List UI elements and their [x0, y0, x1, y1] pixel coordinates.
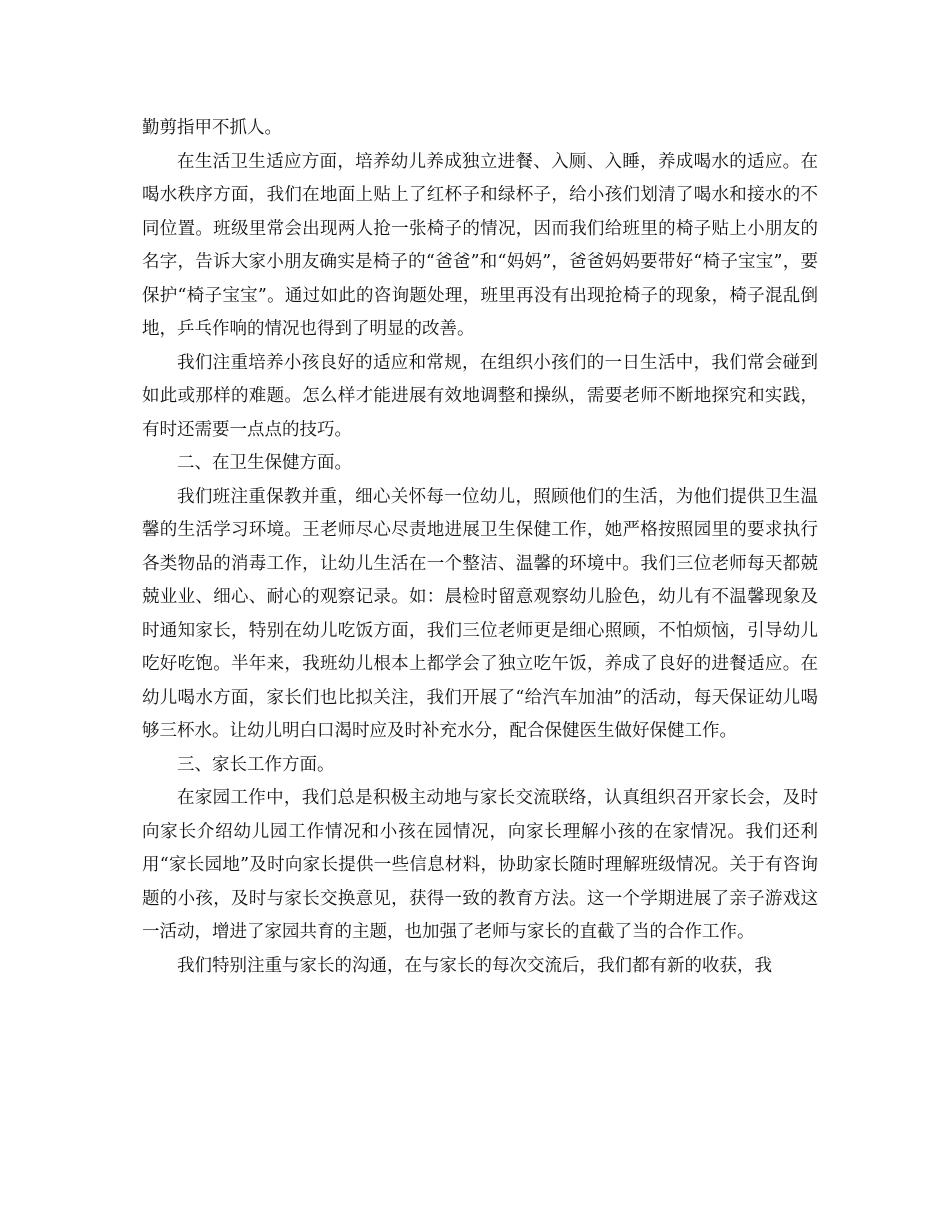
paragraph-hygiene-habits: 在生活卫生适应方面，培养幼儿养成独立进餐、入厕、入睡，养成喝水的适应。在喝水秩序方面，我们在地面上贴上了红杯子和绿杯子，给小孩们划清了喝水和接水的不同位置。班级里常会出现两人抢一张椅子的情况，因而我们给班里的椅子贴上小朋友的名字，告诉大家小朋友确实是椅子的“爸爸”和“妈妈”，爸爸妈妈要带好“椅子宝宝”，要保护“椅子宝宝”。通过如此的咨询题处理，班里再没有出现抢椅子的现象，椅子混乱倒地，乒乓作响的情况也得到了明显的改善。	[142, 151, 818, 339]
body-text	[142, 112, 818, 983]
paragraph-continuation: 勤剪指甲不抓人。	[142, 118, 282, 138]
paragraph-routines: 我们注重培养小孩良好的适应和常规，在组织小孩们的一日生活中，我们常会碰到如此或那样的难题。怎么样才能进展有效地调整和操纵，需要老师不断地探究和实践，有时还需要一点点的技巧。	[142, 352, 818, 440]
section-heading-health-care: 二、在卫生保健方面。	[177, 453, 352, 473]
section-heading-parent-work: 三、家长工作方面。	[177, 754, 335, 775]
paragraph-health-care: 我们班注重保教并重，细心关怀每一位幼儿，照顾他们的生活，为他们提供卫生温馨的生活学习环境。王老师尽心尽责地进展卫生保健工作，她严格按照园里的要求执行各类物品的消毒工作，让幼儿生活在一个整洁、温馨的环境中。我们三位老师每天都兢兢业业、细心、耐心的观察记录。如：晨检时留意观察幼儿脸色，幼儿有不温馨现象及时通知家长，特别在幼儿吃饭方面，我们三位老师更是细心照顾，不怕烦恼，引导幼儿吃好吃饱。半年来，我班幼儿根本上都学会了独立吃午饭，养成了良好的进餐适应。在幼儿喝水方面，家长们也比拟关注，我们开展了“给汽车加油”的活动，每天保证幼儿喝够三杯水。让幼儿明白口渴时应及时补充水分，配合保健医生做好保健工作。	[142, 486, 818, 741]
paragraph-parent-work: 在家园工作中，我们总是积极主动地与家长交流联络，认真组织召开家长会，及时向家长介绍幼儿园工作情况和小孩在园情况，向家长理解小孩的在家情况。我们还利用“家长园地”及时向家长提供一些信息材料，协助家长随时理解班级情况。关于有咨询题的小孩，及时与家长交换意见，获得一致的教育方法。这一个学期进展了亲子游戏这一活动，增进了家园共育的主题，也加强了老师与家长的直截了当的合作工作。	[142, 788, 818, 942]
paragraph-parent-communication: 我们特别注重与家长的沟通，在与家长的每次交流后，我们都有新的收获，我	[177, 955, 772, 976]
